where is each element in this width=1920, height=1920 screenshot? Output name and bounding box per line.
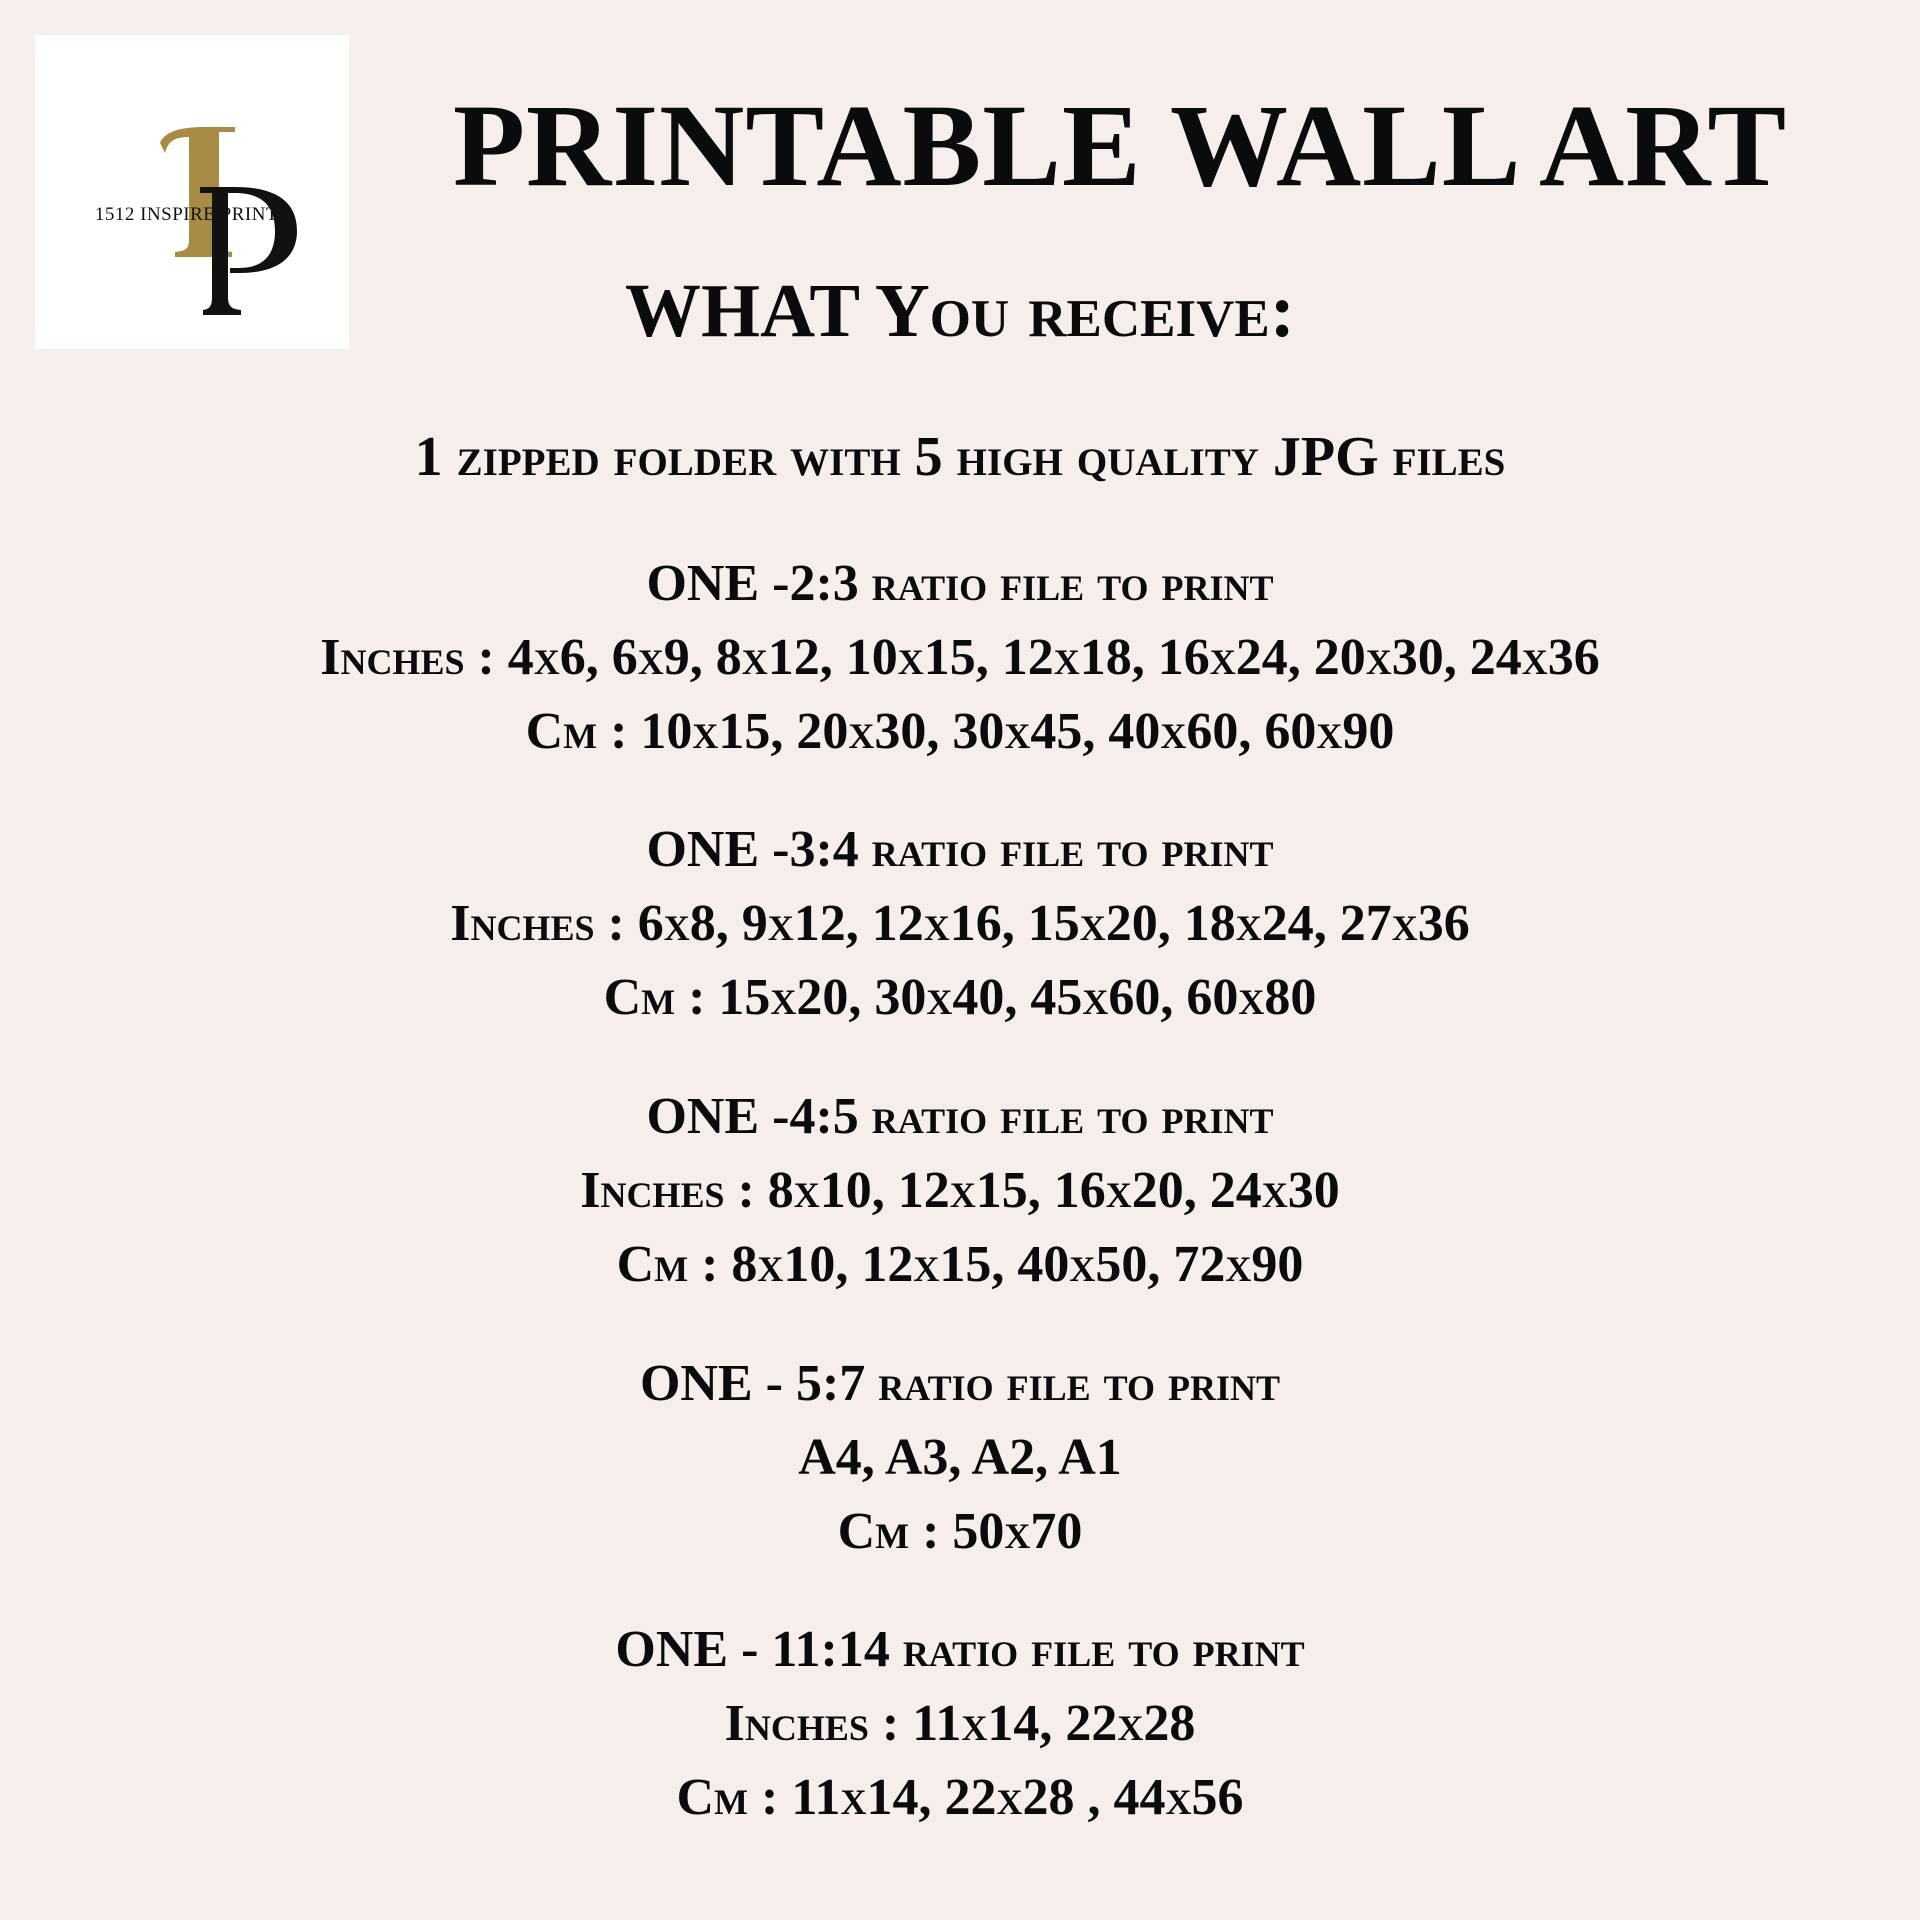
section-line: Cm : 8x10, 12x15, 40x50, 72x90 <box>616 1236 1304 1293</box>
ratio-section-3-4 <box>0 813 1920 1035</box>
page-subtitle: WHAT You receive: <box>624 269 1296 353</box>
page-title: PRINTABLE WALL ART <box>452 80 1788 211</box>
section-line: Cm : 10x15, 20x30, 30x45, 40x60, 60x90 <box>525 703 1395 760</box>
section-line: Cm : 50x70 <box>837 1503 1083 1560</box>
intro-text: 1 zipped folder with 5 high quality JPG files <box>414 426 1506 488</box>
section-line: Inches : 11x14, 22x28 <box>724 1695 1196 1752</box>
section-heading: ONE -2:3 ratio file to print <box>646 555 1274 612</box>
section-heading: ONE - 11:14 ratio file to print <box>615 1621 1305 1678</box>
section-line: Cm : 15x20, 30x40, 45x60, 60x80 <box>603 969 1317 1026</box>
section-line: A4, A3, A2, A1 <box>798 1429 1122 1486</box>
ratio-section-4-5 <box>0 1080 1920 1302</box>
section-line: Inches : 4x6, 6x9, 8x12, 10x15, 12x18, 16x24, 20x30, 24x36 <box>320 629 1600 686</box>
ratio-section-2-3 <box>0 547 1920 769</box>
section-line: Cm : 11x14, 22x28 , 44x56 <box>676 1769 1244 1826</box>
section-line: Inches : 8x10, 12x15, 16x20, 24x30 <box>580 1162 1340 1219</box>
section-heading: ONE - 5:7 ratio file to print <box>639 1355 1281 1412</box>
section-line: Inches : 6x8, 9x12, 12x16, 15x20, 18x24, 27x36 <box>450 895 1470 952</box>
section-heading: ONE -3:4 ratio file to print <box>646 821 1274 878</box>
ratio-section-11-14 <box>0 1613 1920 1835</box>
logo-text: 1512 INSPIRE PRINTS <box>94 204 290 225</box>
ratio-section-5-7 <box>0 1347 1920 1569</box>
section-heading: ONE -4:5 ratio file to print <box>646 1088 1274 1145</box>
